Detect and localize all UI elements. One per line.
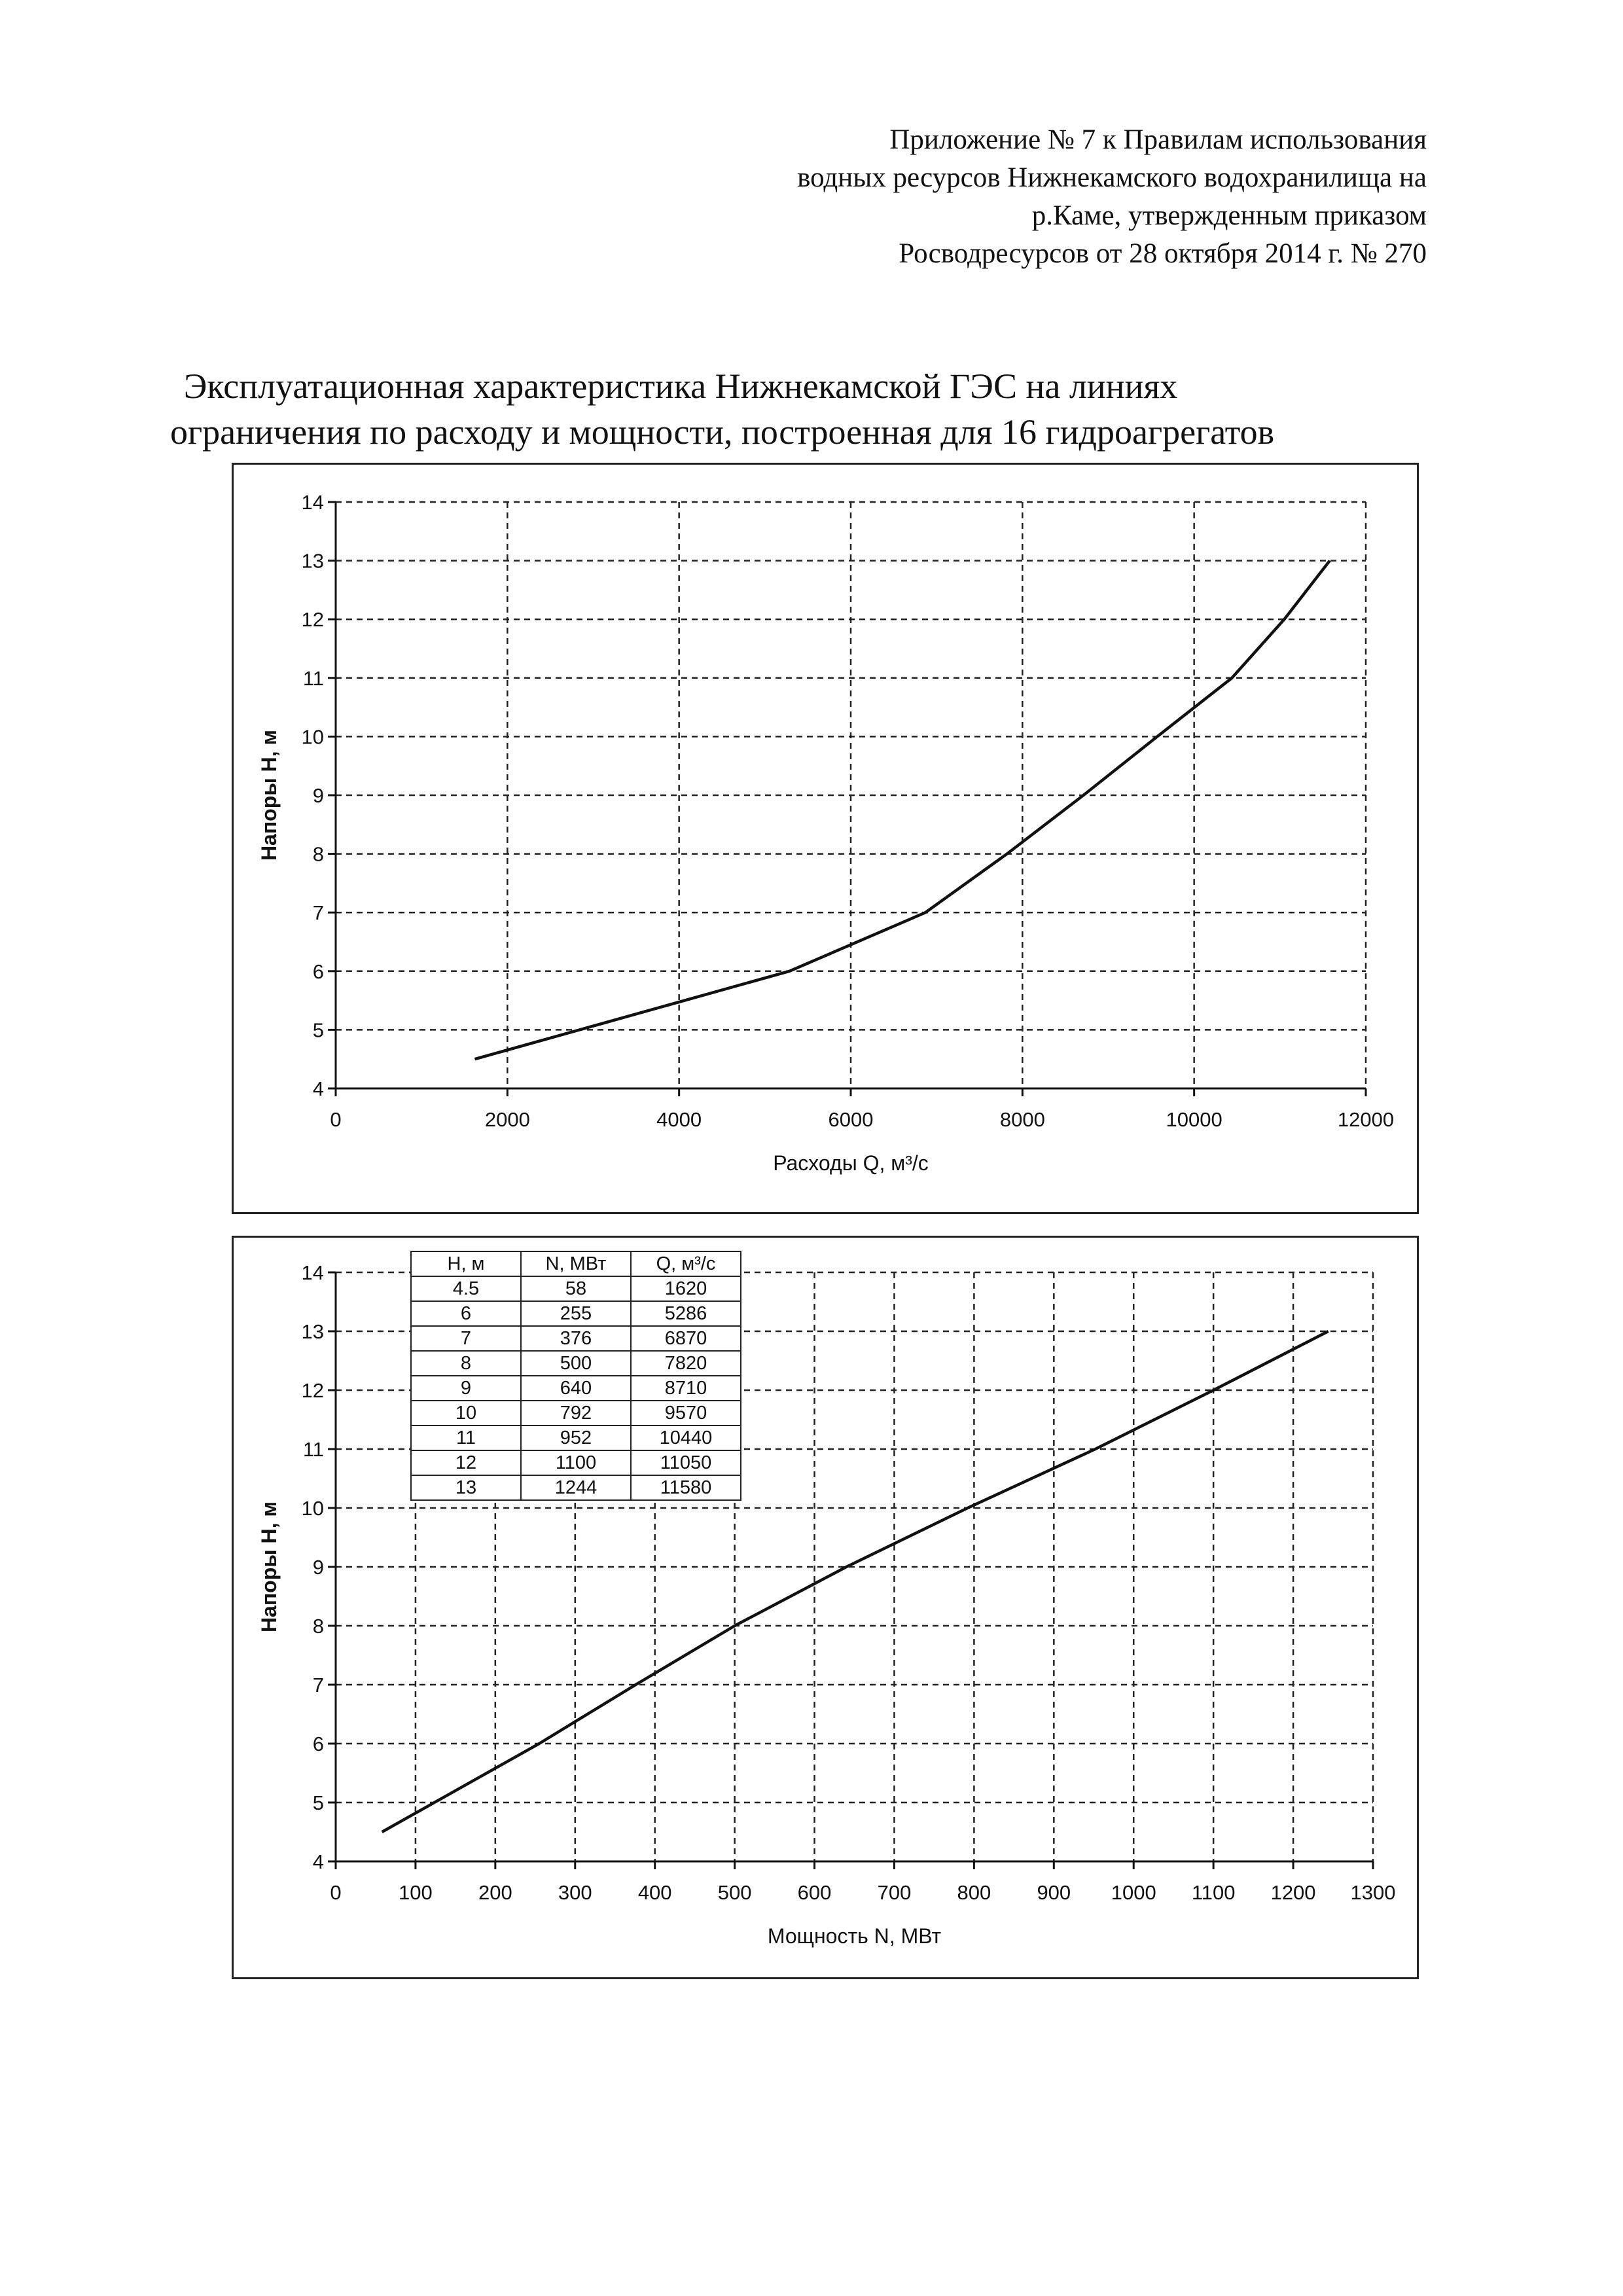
table-cell: 640 bbox=[521, 1376, 631, 1401]
table-cell: 11050 bbox=[631, 1450, 741, 1475]
y-tick-label: 10 bbox=[301, 1497, 324, 1520]
x-tick-label: 500 bbox=[717, 1881, 752, 1904]
table-cell: 4.5 bbox=[411, 1276, 521, 1301]
x-tick-label: 0 bbox=[330, 1108, 342, 1131]
x-tick-label: 1100 bbox=[1191, 1881, 1236, 1904]
table-header-row bbox=[411, 1251, 741, 1276]
title-line: ограничения по расходу и мощности, построенная для 16 гидроагрегатов bbox=[170, 412, 1275, 452]
table-cell: 10 bbox=[411, 1401, 521, 1426]
y-axis-label: Напоры H, м bbox=[257, 729, 281, 861]
table-header-cell: Q, м³/с bbox=[631, 1251, 741, 1276]
table-cell: 6 bbox=[411, 1301, 521, 1326]
x-axis-label: Мощность N, МВт bbox=[767, 1924, 942, 1948]
y-tick-label: 8 bbox=[312, 1615, 324, 1638]
x-tick-label: 1000 bbox=[1111, 1881, 1156, 1904]
appendix-line: водных ресурсов Нижнекамского водохранилища на bbox=[797, 162, 1427, 193]
y-tick-label: 13 bbox=[301, 549, 324, 573]
y-axis-label: Напоры H, м bbox=[257, 1501, 281, 1633]
y-tick-label: 4 bbox=[312, 1077, 324, 1100]
table-cell: 13 bbox=[411, 1475, 521, 1500]
discharge-chart bbox=[234, 465, 1417, 1212]
table-cell: 9 bbox=[411, 1376, 521, 1401]
appendix-line: р.Каме, утвержденным приказом bbox=[1031, 200, 1427, 231]
y-tick-label: 5 bbox=[312, 1018, 324, 1042]
series-line bbox=[475, 561, 1330, 1060]
y-tick-label: 6 bbox=[312, 1732, 324, 1755]
x-tick-label: 8000 bbox=[999, 1108, 1045, 1131]
table-header-cell: N, МВт bbox=[521, 1251, 631, 1276]
y-tick-label: 14 bbox=[301, 1261, 324, 1284]
table-cell: 7 bbox=[411, 1326, 521, 1351]
x-tick-label: 6000 bbox=[828, 1108, 874, 1131]
table-row bbox=[411, 1475, 741, 1500]
table-row bbox=[411, 1326, 741, 1351]
x-tick-label: 10000 bbox=[1166, 1108, 1222, 1131]
y-tick-label: 11 bbox=[302, 666, 324, 690]
x-tick-label: 1200 bbox=[1270, 1881, 1316, 1904]
y-tick-label: 8 bbox=[312, 842, 324, 866]
table-row bbox=[411, 1450, 741, 1475]
x-tick-label: 600 bbox=[797, 1881, 832, 1904]
table-cell: 9570 bbox=[631, 1401, 741, 1426]
table-cell: 1244 bbox=[521, 1475, 631, 1500]
y-tick-label: 12 bbox=[301, 1379, 324, 1402]
table-row bbox=[411, 1376, 741, 1401]
y-tick-label: 7 bbox=[312, 1674, 324, 1696]
y-tick-label: 11 bbox=[302, 1438, 324, 1461]
document-title bbox=[170, 363, 1275, 455]
table-row bbox=[411, 1401, 741, 1426]
table-row bbox=[411, 1276, 741, 1301]
x-axis-label: Расходы Q, м³/с bbox=[773, 1151, 929, 1175]
table-cell: 12 bbox=[411, 1450, 521, 1475]
x-tick-label: 900 bbox=[1037, 1881, 1071, 1904]
y-tick-label: 4 bbox=[312, 1850, 324, 1873]
table-cell: 500 bbox=[521, 1351, 631, 1376]
table-cell: 58 bbox=[521, 1276, 631, 1301]
power-chart-frame bbox=[232, 1236, 1419, 1979]
x-tick-label: 800 bbox=[957, 1881, 991, 1904]
y-tick-label: 12 bbox=[301, 608, 324, 632]
x-tick-label: 0 bbox=[330, 1881, 342, 1904]
table-row bbox=[411, 1351, 741, 1376]
y-tick-label: 6 bbox=[312, 960, 324, 983]
table-cell: 11580 bbox=[631, 1475, 741, 1500]
y-tick-label: 5 bbox=[312, 1791, 324, 1814]
x-tick-label: 200 bbox=[478, 1881, 512, 1904]
title-line: Эксплуатационная характеристика Нижнекамской ГЭС на линиях bbox=[183, 367, 1178, 406]
y-tick-label: 10 bbox=[301, 725, 324, 749]
table-cell: 255 bbox=[521, 1301, 631, 1326]
table-row bbox=[411, 1301, 741, 1326]
x-tick-label: 700 bbox=[877, 1881, 912, 1904]
x-tick-label: 4000 bbox=[656, 1108, 702, 1131]
y-tick-label: 9 bbox=[312, 1556, 324, 1579]
table-cell: 1620 bbox=[631, 1276, 741, 1301]
appendix-note bbox=[641, 121, 1427, 273]
data-table bbox=[410, 1251, 741, 1501]
table-cell: 6870 bbox=[631, 1326, 741, 1351]
table-cell: 952 bbox=[521, 1426, 631, 1450]
appendix-line: Приложение № 7 к Правилам использования bbox=[889, 124, 1427, 155]
table-row bbox=[411, 1426, 741, 1450]
y-tick-label: 7 bbox=[312, 901, 324, 925]
y-tick-label: 13 bbox=[301, 1320, 324, 1343]
x-tick-label: 1300 bbox=[1350, 1881, 1396, 1904]
y-tick-label: 9 bbox=[312, 784, 324, 807]
x-tick-label: 2000 bbox=[484, 1108, 530, 1131]
table-cell: 1100 bbox=[521, 1450, 631, 1475]
table-cell: 10440 bbox=[631, 1426, 741, 1450]
x-tick-label: 100 bbox=[399, 1881, 433, 1904]
x-tick-label: 300 bbox=[558, 1881, 592, 1904]
discharge-chart-frame bbox=[232, 463, 1419, 1214]
appendix-line: Росводресурсов от 28 октября 2014 г. № 270 bbox=[899, 238, 1427, 269]
y-tick-label: 14 bbox=[301, 491, 324, 514]
table-cell: 8710 bbox=[631, 1376, 741, 1401]
table-header-cell: H, м bbox=[411, 1251, 521, 1276]
x-tick-label: 12000 bbox=[1337, 1108, 1395, 1131]
table-cell: 11 bbox=[411, 1426, 521, 1450]
table-cell: 5286 bbox=[631, 1301, 741, 1326]
x-tick-label: 400 bbox=[637, 1881, 672, 1904]
table-cell: 376 bbox=[521, 1326, 631, 1351]
table-cell: 792 bbox=[521, 1401, 631, 1426]
table-cell: 7820 bbox=[631, 1351, 741, 1376]
table-cell: 8 bbox=[411, 1351, 521, 1376]
